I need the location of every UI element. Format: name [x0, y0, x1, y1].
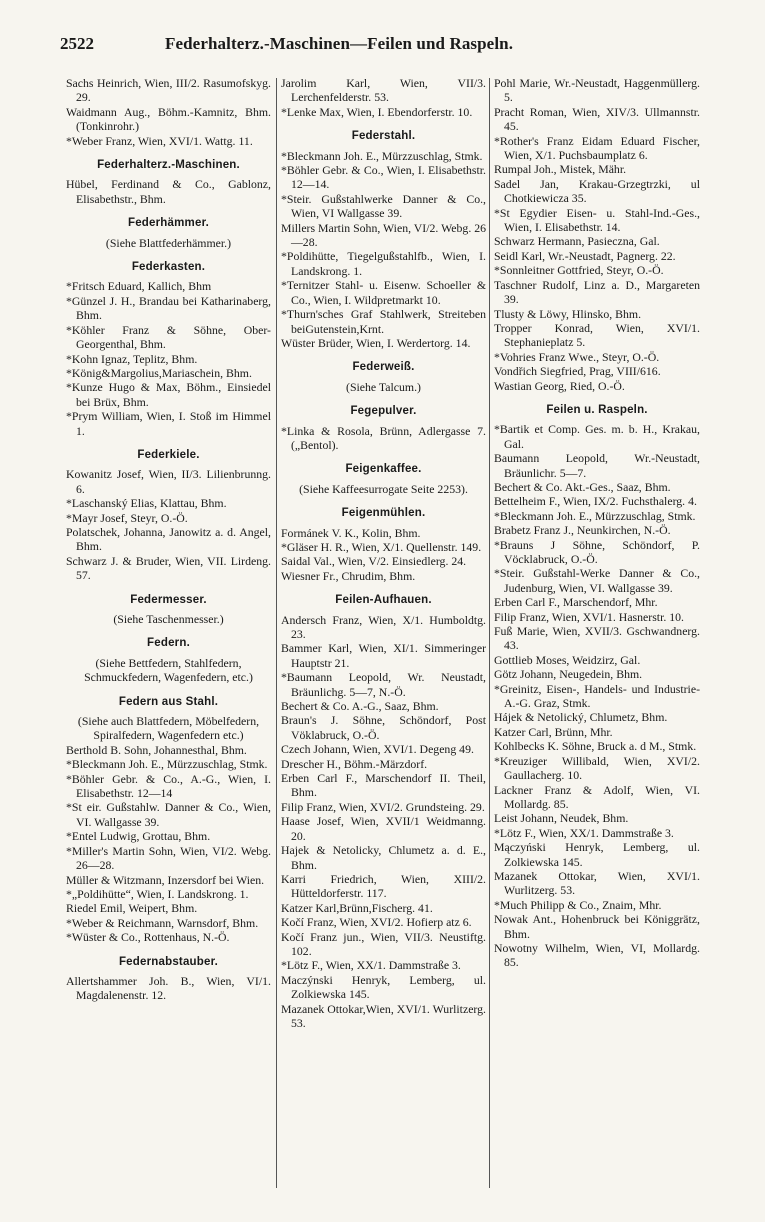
directory-entry: Brabetz Franz J., Neunkirchen, N.-Ö. [494, 523, 671, 538]
directory-entry: Czech Johann, Wien, XVI/1. Degeng 49. [281, 742, 474, 757]
directory-entry: Millers Martin Sohn, Wien, VI/2. Webg. 26—28. [281, 220, 486, 250]
section-heading: Federweiß. [352, 361, 415, 374]
directory-entry: *Steir. Gußstahlwerke Danner & Co., Wien, VI Wallgasse 39. [281, 191, 486, 221]
section-heading: Federhalterz.-Maschinen. [97, 159, 240, 172]
directory-entry: *Brauns J Söhne, Schöndorf, P. Vöcklabruck, O.-Ö. [494, 537, 700, 566]
cross-reference-note: (Siehe Kaffeesurrogate Seite 2253). [299, 481, 468, 496]
directory-entry: *Baumann Leopold, Wr. Neustadt, Bräunlichg. 5—7, N.-Ö. [281, 670, 486, 699]
directory-entry: Maczýnski Henryk, Lemberg, ul. Zolkiewska 145. [281, 972, 486, 1002]
directory-entry: Waidmann Aug., Böhm.-Kamnitz, Bhm. (Tonkinrohr.) [66, 104, 271, 134]
directory-entry: *Fritsch Eduard, Kallich, Bhm [66, 279, 212, 294]
section-heading: Federn. [147, 637, 190, 650]
directory-entry: *Bleckmann Joh. E., Mürzzuschlag, Stmk. [281, 148, 483, 163]
directory-entry: Nowotny Wilhelm, Wien, VI, Mollardg. 85. [494, 940, 700, 970]
cross-reference-note: (Siehe Taschenmesser.) [113, 612, 224, 626]
section-heading: Feilen-Aufhauen. [335, 594, 432, 607]
directory-entry: *Kreuziger Willibald, Wien, XVI/2. Gaullacherg. 10. [494, 753, 700, 783]
directory-entry: Nowak Ant., Hohenbruck bei Königgrätz, Bhm. [494, 912, 700, 941]
directory-entry: Kočí Franz, Wien, XVI/2. Hofierp atz 6. [281, 915, 472, 930]
directory-entry: Mączyński Henryk, Lemberg, ul. Zolkiewska 145. [494, 840, 700, 869]
directory-entry: *Böhler Gebr. & Co., A.-G., Wien, I. Elisabethstr. 12—14 [66, 771, 271, 801]
column-divider [489, 78, 490, 1188]
directory-entry: Allertshammer Joh. B., Wien, VI/1. Magdalenenstr. 12. [66, 973, 271, 1003]
page-number: 2522 [60, 34, 94, 53]
directory-entry: *Lötz F., Wien, XX/1. Dammstraße 3. [281, 958, 461, 973]
directory-entry: *Poldihütte, Tiegelgußstahlfb., Wien, I. Landskrong. 1. [281, 249, 486, 278]
directory-entry: *Lenke Max, Wien, I. Ebendorferstr. 10. [281, 104, 473, 119]
directory-entry: Leist Johann, Neudek, Bhm. [494, 811, 629, 826]
directory-entry: Baumann Leopold, Wr.-Neustadt, Bräunlichr. 5—7. [494, 451, 700, 480]
directory-entry: *Gläser H. R., Wien, X/1. Quellenstr. 149. [281, 539, 482, 554]
directory-entry: Tropper Konrad, Wien, XVI/1. Stephanieplatz 5. [494, 320, 700, 350]
directory-entry: Bechert & Co. Akt.-Ges., Saaz, Bhm. [494, 479, 671, 494]
directory-entry: Seidl Karl, Wr.-Neustadt, Pagnerg. 22. [494, 248, 676, 263]
directory-entry: Hajek & Netolicky, Chlumetz a. d. E., Bhm. [281, 843, 486, 872]
directory-entry: Schwarz J. & Bruder, Wien, VII. Lirdeng. 57. [66, 553, 271, 583]
directory-entry: Pracht Roman, Wien, XIV/3. Ullmannstr. 45. [494, 104, 700, 134]
directory-entry: Sachs Heinrich, Wien, III/2. Rasumofskyg. 29. [66, 76, 271, 105]
directory-entry: Müller & Witzmann, Inzersdorf bei Wien. [66, 872, 265, 887]
directory-entry: *Kohn Ignaz, Teplitz, Bhm. [66, 351, 198, 366]
directory-entry: *Laschanský Elias, Klattau, Bhm. [66, 496, 227, 511]
page-header [60, 34, 700, 58]
directory-entry: *Bleckmann Joh. E., Mürzzuschlag, Stmk. [66, 757, 268, 772]
section-heading: Fegepulver. [350, 405, 417, 418]
directory-entry: *Mayr Josef, Steyr, O.-Ö. [66, 510, 188, 525]
directory-entry: *Steir. Gußstahl-Werke Danner & Co., Judenburg, Wien, VI. Wallgasse 39. [494, 566, 700, 595]
directory-entry: *Weber Franz, Wien, XVI/1. Wattg. 11. [66, 133, 253, 148]
directory-entry: Jarolim Karl, Wien, VII/3. Lerchenfelderstr. 53. [281, 76, 486, 105]
directory-entry: Berthold B. Sohn, Johannesthal, Bhm. [66, 742, 247, 757]
directory-entry: Riedel Emil, Weipert, Bhm. [66, 901, 198, 916]
directory-entry: Pohl Marie, Wr.-Neustadt, Haggenmüllerg. 5. [494, 76, 700, 105]
cross-reference-note: (Siehe Blattfederhämmer.) [105, 235, 232, 250]
directory-entry: *Weber & Reichmann, Warnsdorf, Bhm. [66, 915, 259, 930]
directory-entry: Mazanek Ottokar, Wien, XVI/1. Wurlitzerg. 53. [494, 868, 700, 898]
directory-entry: Lackner Franz & Adolf, Wien, VI. Mollardg. 85. [494, 782, 700, 811]
section-heading: Feilen u. Raspeln. [546, 403, 648, 416]
directory-entry: Andersch Franz, Wien, X/1. Humboldtg. 23. [281, 612, 486, 641]
directory-entry: Kohlbecks K. Söhne, Bruck a. d M., Stmk. [494, 739, 697, 754]
directory-entry: Braun's J. Söhne, Schöndorf, Post Vöklabruck, O.-Ö. [281, 713, 486, 742]
directory-entry: Erben Carl F., Marschendorf II. Theil, Bhm. [281, 771, 486, 800]
section-heading: Federstahl. [351, 130, 416, 143]
section-heading: Federn aus Stahl. [118, 695, 219, 708]
directory-entry: Taschner Rudolf, Linz a. D., Margareten 39. [494, 277, 700, 307]
directory-entry: *Entel Ludwig, Grottau, Bhm. [66, 829, 211, 844]
directory-entry: Bammer Karl, Wien, XI/1. Simmeringer Hauptstr 21. [281, 641, 486, 670]
directory-entry: *Böhler Gebr. & Co., Wien, I. Elisabethstr. 12—14. [281, 163, 486, 192]
directory-entry: Kowanitz Josef, Wien, II/3. Lilienbrunng. 6. [66, 467, 271, 496]
section-heading: Federhämmer. [127, 217, 210, 230]
directory-entry: *Wüster & Co., Rottenhaus, N.-Ö. [66, 930, 230, 945]
directory-entry: *„Poldihütte“, Wien, I. Landskrong. 1. [66, 886, 249, 901]
directory-entry: *St eir. Gußstahlw. Danner & Co., Wien, VI. Wallgasse 39. [66, 800, 271, 829]
directory-entry: Haase Josef, Wien, XVII/1 Weidmanng. 20. [281, 814, 486, 843]
directory-entry: *Bartik et Comp. Ges. m. b. H., Krakau, Gal. [494, 422, 700, 451]
directory-entry: *Rother's Franz Eidam Eduard Fischer, Wien, X/1. Puchsbaumplatz 6. [494, 133, 700, 163]
directory-entry: Filip Franz, Wien, XVI/1. Hasnerstr. 10. [494, 609, 684, 624]
directory-entry: Filip Franz, Wien, XVI/2. Grundsteing. 29. [281, 799, 485, 814]
directory-entry: Katzer Karl,Brünn,Fischerg. 41. [281, 900, 433, 915]
directory-entry: Katzer Carl, Brünn, Mhr. [494, 724, 613, 739]
directory-entry: Fuß Marie, Wien, XVII/3. Gschwandnerg. 43. [494, 624, 700, 653]
directory-entry: Sadel Jan, Krakau-Grzegtrzki, ul Chotkiewicza 35. [494, 176, 700, 206]
directory-entry: Drescher H., Böhm.-Märzdorf. [281, 756, 428, 771]
directory-entry: Götz Johann, Neugedein, Bhm. [494, 667, 643, 682]
directory-entry: Formánek V. K., Kolin, Bhm. [281, 525, 421, 540]
directory-entry: Tlusty & Löwy, Hlinsko, Bhm. [494, 306, 642, 321]
directory-entry: *Bleckmann Joh. E., Mürzzuschlag, Stmk. [494, 508, 696, 523]
directory-entry: Bechert & Co. A.-G., Saaz, Bhm. [281, 699, 439, 714]
section-heading: Federkasten. [131, 261, 206, 274]
directory-entry: Gottlieb Moses, Weidzirz, Gal. [494, 652, 641, 667]
section-heading: Feigenkaffee. [345, 463, 422, 476]
directory-entry: Wastian Georg, Ried, O.-Ö. [494, 378, 625, 393]
section-heading: Federkiele. [137, 448, 200, 461]
directory-entry: *Linka & Rosola, Brünn, Adlergasse 7. („Bentol). [281, 423, 486, 452]
directory-entry: Wüster Brüder, Wien, I. Werdertorg. 14. [281, 335, 471, 350]
cross-reference-note: (Siehe Bettfedern, Stahlfedern, Schmuckfedern, Wagenfedern, etc.) [84, 655, 253, 685]
cross-reference-note: (Siehe Talcum.) [346, 379, 421, 394]
directory-entry: *Prym William, Wien, I. Stoß im Himmel 1. [66, 409, 271, 438]
directory-entry: Wiesner Fr., Chrudim, Bhm. [281, 568, 416, 583]
directory-entry: *Greinitz, Eisen-, Handels- und Industrie-A.-G. Graz, Stmk. [494, 681, 700, 711]
directory-entry: Schwarz Hermann, Pasieczna, Gal. [494, 234, 660, 249]
directory-entry: Karri Friedrich, Wien, XIII/2. Hütteldorferstr. 117. [281, 871, 486, 901]
column-3 [494, 76, 700, 1206]
directory-entry: Hájek & Netolický, Chlumetz, Bhm. [494, 710, 668, 725]
directory-entry: Erben Carl F., Marschendorf, Mhr. [494, 595, 658, 610]
directory-entry: Mazanek Ottokar,Wien, XVI/1. Wurlitzerg. 53. [281, 1001, 486, 1030]
directory-entry: *Much Philipp & Co., Znaim, Mhr. [494, 897, 662, 912]
directory-entry: *Thurn'sches Graf Stahlwerk, Streiteben beiGutenstein,Krnt. [281, 307, 486, 336]
page-title: Federhalterz.-Maschinen—Feilen und Raspeln. [165, 34, 514, 53]
directory-entry: *Vohries Franz Wwe., Steyr, O.-Ö. [494, 349, 660, 364]
directory-entry: *St Egydier Eisen- u. Stahl-Ind.-Ges., Wien, I. Elisabethstr. 14. [494, 205, 700, 235]
directory-entry: *König&Margolius,Mariaschein, Bhm. [66, 365, 252, 380]
section-heading: Federmesser. [130, 593, 207, 606]
directory-entry: *Lötz F., Wien, XX/1. Dammstraße 3. [494, 825, 674, 840]
column-divider [276, 78, 277, 1188]
directory-entry: Polatschek, Johanna, Janowitz a. d. Angel, Bhm. [66, 524, 271, 554]
directory-entry: *Miller's Martin Sohn, Wien, VI/2. Webg. 26—28. [66, 843, 271, 873]
directory-entry: *Kunze Hugo & Max, Böhm., Einsiedel bei Brüx, Bhm. [66, 380, 271, 409]
cross-reference-note: (Siehe auch Blattfedern, Möbelfedern, Spiralfedern, Wagenfedern etc.) [77, 714, 260, 743]
column-1 [66, 76, 271, 1206]
directory-entry: Hübel, Ferdinand & Co., Gablonz, Elisabethstr., Bhm. [66, 177, 271, 206]
directory-entry: Bettelheim F., Wien, IX/2. Fuchsthalerg. 4. [494, 494, 697, 509]
section-heading: Federnabstauber. [118, 955, 219, 968]
column-2 [281, 76, 486, 1206]
directory-entry: *Günzel J. H., Brandau bei Katharinaberg, Bhm. [66, 293, 271, 323]
directory-entry: *Köhler Franz & Söhne, Ober-Georgenthal, Bhm. [66, 322, 271, 352]
directory-entry: Vondřich Siegfried, Prag, VIII/616. [494, 364, 661, 379]
directory-entry: *Sonnleitner Gottfried, Steyr, O.-Ö. [494, 263, 664, 278]
section-heading: Feigenmühlen. [341, 507, 426, 520]
directory-entry: Saidal Val., Wien, V/2. Einsiedlerg. 24. [281, 554, 467, 569]
directory-entry: *Ternitzer Stahl- u. Eisenw. Schoeller & Co., Wien, I. Wildpretmarkt 10. [281, 278, 486, 307]
directory-entry: Rumpal Joh., Mistek, Mähr. [494, 162, 627, 177]
directory-entry: Kočí Franz jun., Wien, VII/3. Neustiftg. 102. [281, 929, 486, 958]
